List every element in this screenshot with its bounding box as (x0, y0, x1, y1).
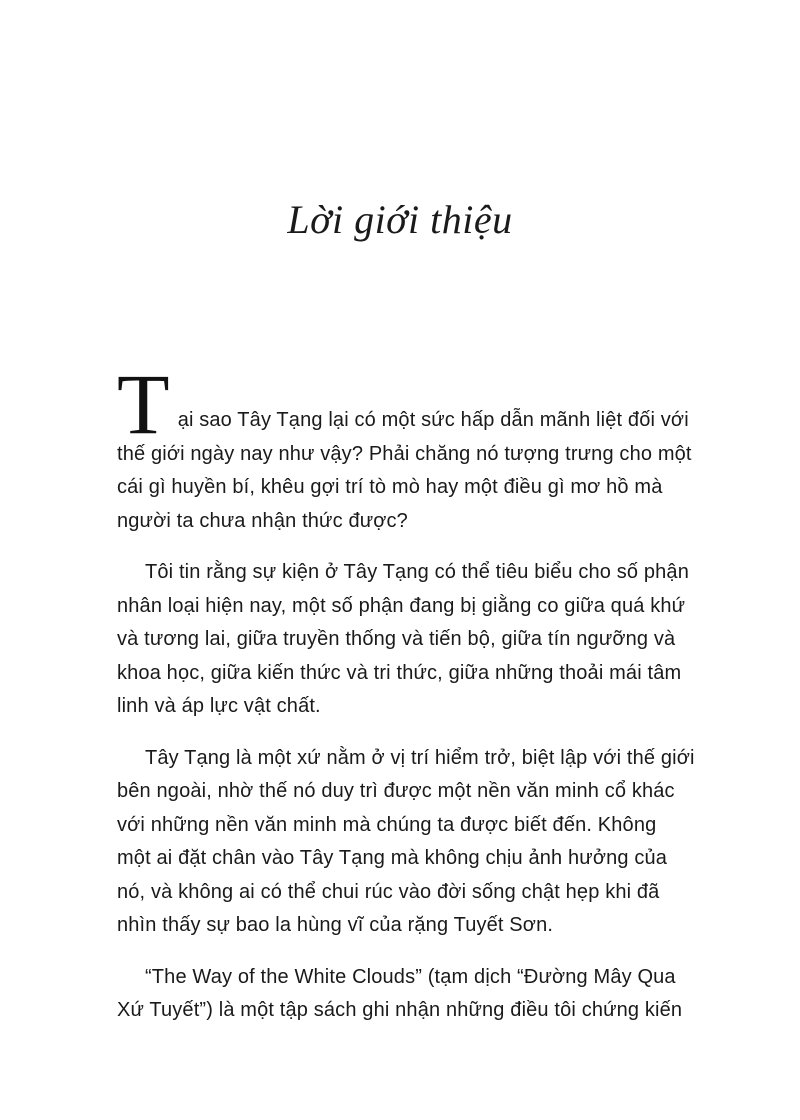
paragraph-1 (117, 356, 695, 538)
chapter-title: Lời giới thiệu (287, 197, 513, 242)
paragraph-3: Tây Tạng là một xứ nằm ở vị trí hiểm trở, biệt lập với thế giới bên ngoài, nhờ thế nó duy trì được một nền văn minh cổ khác với những nền văn minh mà chúng ta được biết đến. Không một ai đặt chân vào Tây Tạng mà không chịu ảnh hưởng của nó, và không ai có thể chui rúc vào đời sống chật hẹp khi đã nhìn thấy sự bao la hùng vĩ của rặng Tuyết Sơn. (117, 746, 695, 936)
chapter-body (117, 356, 695, 1046)
drop-cap: T (117, 356, 170, 452)
paragraph-2: Tôi tin rằng sự kiện ở Tây Tạng có thể tiêu biểu cho số phận nhân loại hiện nay, một số phận đang bị giằng co giữa quá khứ và tương lai, giữa truyền thống và tiến bộ, giữa tín ngưỡng và khoa học, giữa kiến thức và tri thức, giữa những thoải mái tâm linh và áp lực vật chất. (117, 561, 689, 717)
paragraph-4: “The Way of the White Clouds” (tạm dịch “Đường Mây Qua Xứ Tuyết”) là một tập sách ghi nhận những điều tôi chứng kiến (117, 965, 683, 1021)
paragraph-text: ại sao Tây Tạng lại có một sức hấp dẫn mãnh liệt đối với thế giới ngày nay như vậy? Phải chăng nó tượng trưng cho một cái gì huyền bí, khêu gợi trí tò mò hay một điều gì mơ hồ mà người ta chưa nhận thức được? (117, 409, 692, 532)
